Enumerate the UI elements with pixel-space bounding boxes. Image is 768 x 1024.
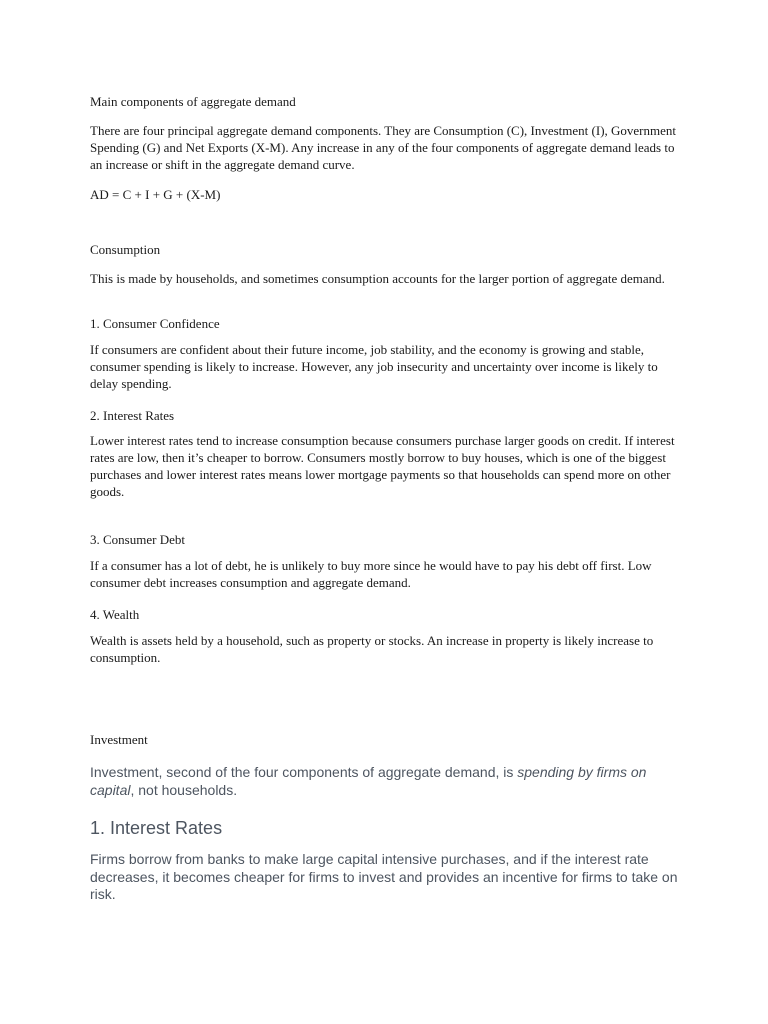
investment-heading: Investment	[90, 732, 148, 747]
investment-subheading: 1. Interest Rates	[90, 818, 223, 838]
aggregate-demand-formula: AD = C + I + G + (X-M)	[90, 187, 221, 202]
factor-title-wealth: 4. Wealth	[90, 607, 140, 622]
investment-intro-emphasis: spending by firms on capital	[90, 764, 647, 798]
investment-intro-start: Investment, second of the four components of aggregate demand, is	[90, 764, 518, 780]
factor-text-consumer-confidence: If consumers are confident about their future income, job stability, and the economy is growing and stable, consumer spending is likely to increase. However, any job insecurity and uncertainty over income is likely to delay spending.	[90, 342, 658, 391]
investment-intro	[90, 764, 680, 799]
factor-title-consumer-confidence: 1. Consumer Confidence	[90, 316, 220, 331]
intro-paragraph: There are four principal aggregate demand components. They are Consumption (C), Investment (I), Government Spending (G) and Net Exports (X-M). Any increase in any of the four components of aggregate demand leads to an increase or shift in the aggregate demand curve.	[90, 123, 677, 172]
consumption-paragraph: This is made by households, and sometimes consumption accounts for the larger portion of aggregate demand.	[90, 271, 665, 286]
factor-text-consumer-debt: If a consumer has a lot of debt, he is unlikely to buy more since he would have to pay his debt off first. Low consumer debt increases consumption and aggregate demand.	[90, 558, 652, 590]
factor-title-interest-rates: 2. Interest Rates	[90, 408, 175, 423]
consumption-heading: Consumption	[90, 242, 161, 257]
factor-text-interest-rates: Lower interest rates tend to increase consumption because consumers purchase larger goods on credit. If interest rates are low, then it’s cheaper to borrow. Consumers mostly borrow to buy houses, which is one of the biggest purchases and lower interest rates means lower mortgage payments so that households can spend more on other goods.	[90, 433, 675, 499]
intro-heading: Main components of aggregate demand	[90, 94, 296, 109]
investment-paragraph: Firms borrow from banks to make large capital intensive purchases, and if the interest rate decreases, it becomes cheaper for firms to invest and provides an incentive for firms to take on risk.	[90, 851, 678, 902]
factor-text-wealth: Wealth is assets held by a household, such as property or stocks. An increase in property is likely increase to consumption.	[90, 633, 654, 665]
investment-intro-end: , not households.	[130, 781, 238, 798]
factor-title-consumer-debt: 3. Consumer Debt	[90, 532, 185, 547]
